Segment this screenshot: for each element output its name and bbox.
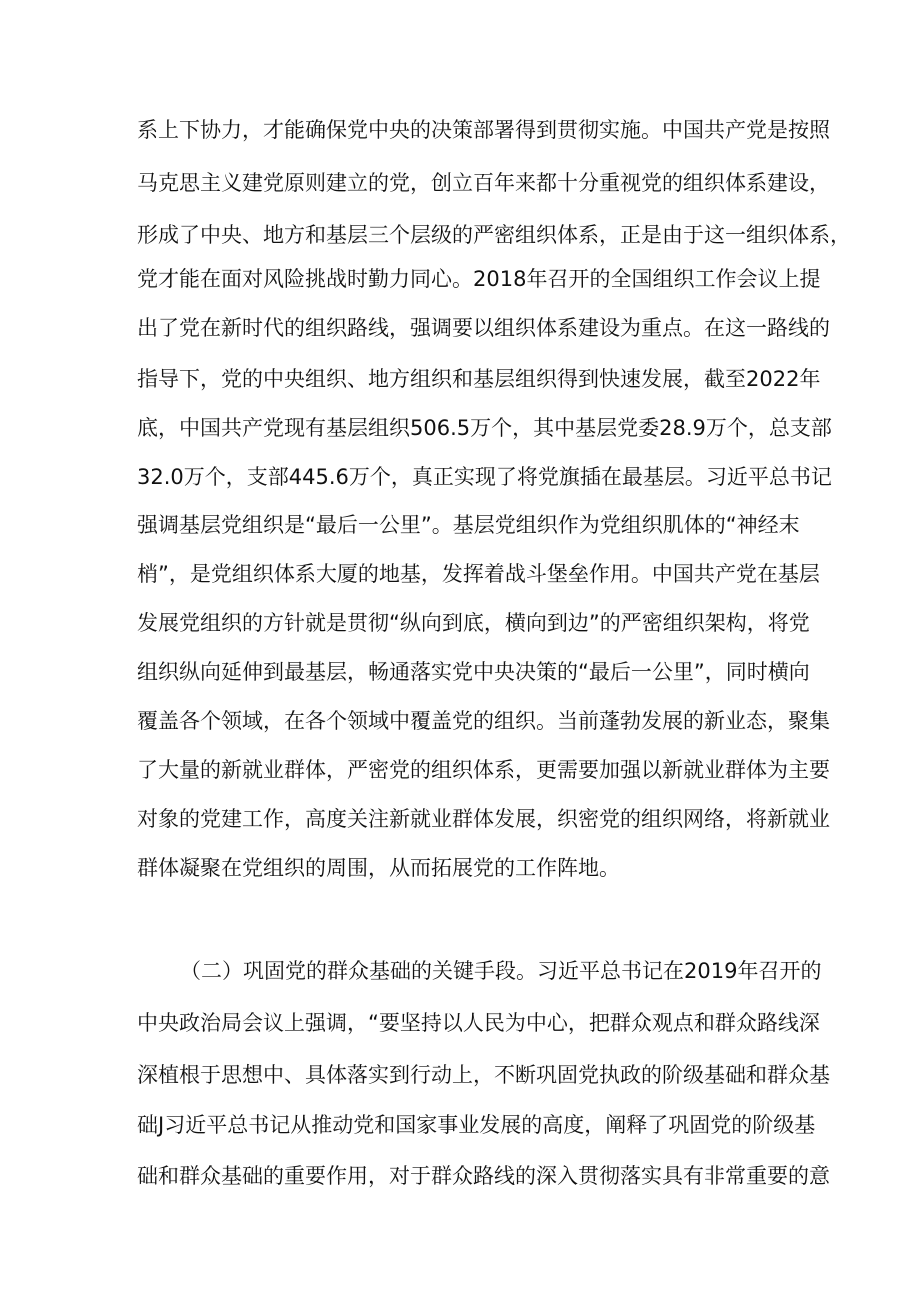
text-line: 强调基层党组织是“最后一公里”。基层党组织作为党组织肌体的“神经末	[137, 513, 800, 537]
text-line: 指导下，党的中央组织、地方组织和基层组织得到快速发展，截至2022年	[137, 367, 821, 391]
text-line: 群体凝聚在党组织的周围，从而拓展党的工作阵地。	[137, 856, 620, 880]
text-line: （二）巩固党的群众基础的关键手段。习近平总书记在2019年召开的	[180, 959, 822, 983]
text-line: 础和群众基础的重要作用，对于群众路线的深入贯彻落实具有非常重要的意	[137, 1164, 830, 1188]
text-line: 形成了中央、地方和基层三个层级的严密组织体系，正是由于这一组织体系，	[137, 223, 851, 247]
text-line: 出了党在新时代的组织路线，强调要以组织体系建设为重点。在这一路线的	[137, 316, 830, 340]
text-line: 深植根于思想中、具体落实到行动上，不断巩固党执政的阶级基础和群众基	[137, 1063, 830, 1087]
text-line: 覆盖各个领域，在各个领域中覆盖党的组织。当前蓬勃发展的新业态，聚集	[137, 709, 830, 733]
text-line: 梢”，是党组织体系大厦的地基，发挥着战斗堡垒作用。中国共产党在基层	[137, 562, 820, 586]
text-line: 马克思主义建党原则建立的党，创立百年来都十分重视党的组织体系建设，	[137, 171, 830, 195]
text-line: 党才能在面对风险挑战时勤力同心。2018年召开的全国组织工作会议上提	[137, 267, 821, 291]
text-line: 组织纵向延伸到最基层，畅通落实党中央决策的“最后一公里”，同时横向	[137, 660, 810, 684]
text-line: 础J习近平总书记从推动党和国家事业发展的高度，阐释了巩固党的阶级基	[137, 1113, 816, 1137]
text-line: 发展党组织的方针就是贯彻“纵向到底，横向到边”的严密组织架构，将党	[137, 611, 810, 635]
text-line: 了大量的新就业群体，严密党的组织体系，更需要加强以新就业群体为主要	[137, 758, 830, 782]
text-line: 系上下协力，才能确保党中央的决策部署得到贯彻实施。中国共产党是按照	[137, 118, 830, 142]
text-line: 底，中国共产党现有基层组织506.5万个，其中基层党委28.9万个，总支部	[137, 416, 832, 440]
text-line: 32.0万个，支部445.6万个，真正实现了将党旗插在最基层。习近平总书记	[137, 465, 832, 489]
text-line: 中央政治局会议上强调，“要坚持以人民为中心，把群众观点和群众路线深	[137, 1011, 820, 1035]
text-line: 对象的党建工作，高度关注新就业群体发展，织密党的组织网络，将新就业	[137, 807, 830, 831]
